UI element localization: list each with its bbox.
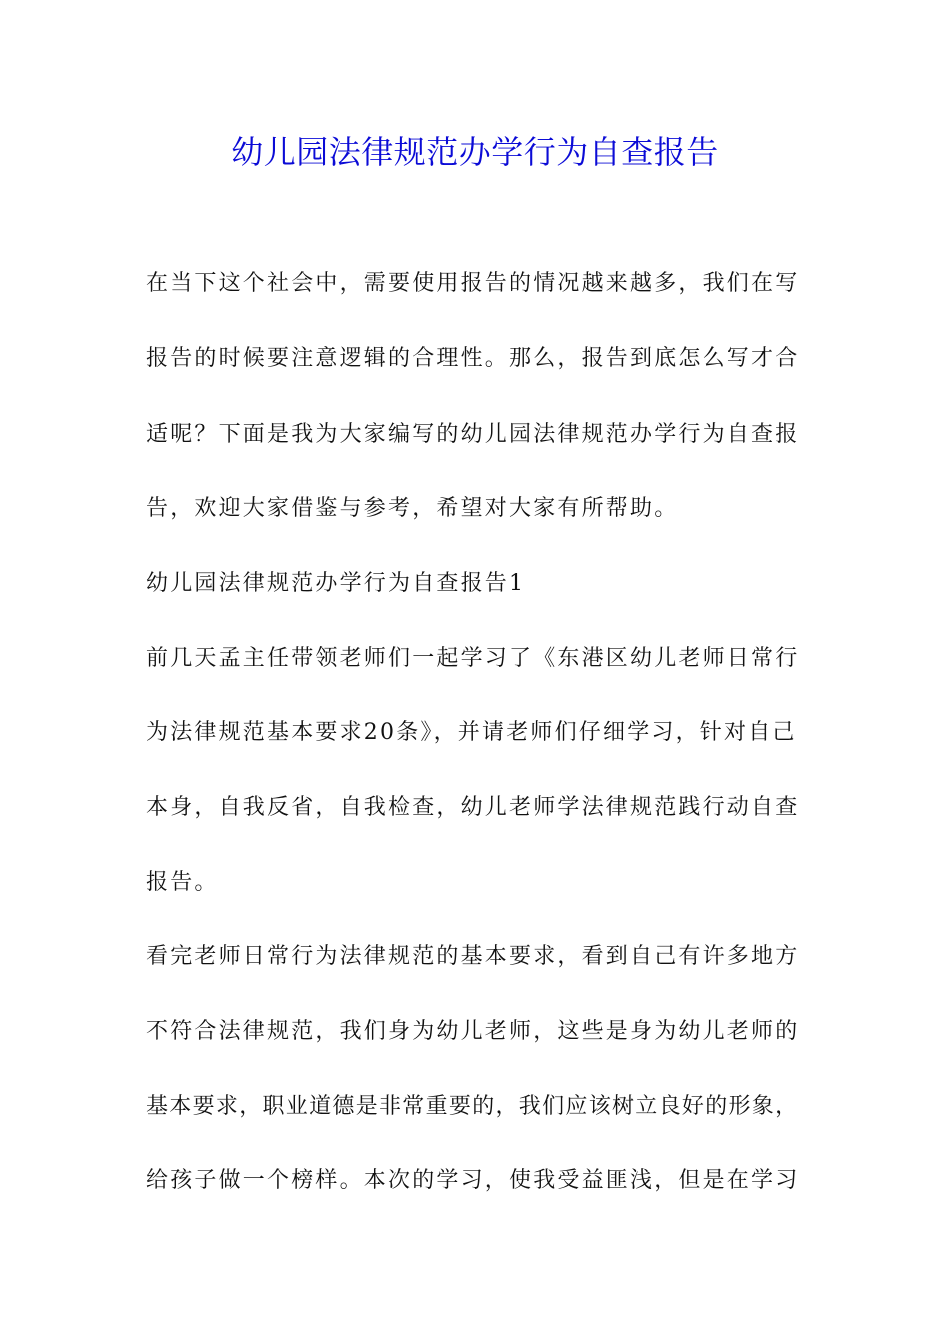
paragraph-line: 告，欢迎大家借鉴与参考，希望对大家有所帮助。 <box>146 496 679 521</box>
document-title: 幼儿园法律规范办学行为自查报告 <box>231 133 719 171</box>
paragraph-line: 基本要求，职业道德是非常重要的，我们应该树立良好的形象， <box>146 1094 799 1119</box>
paragraph-line: 前几天孟主任带领老师们一起学习了《东港区幼儿老师日常行 <box>146 646 800 671</box>
section-heading: 幼儿园法律规范办学行为自查报告1 <box>146 571 526 596</box>
paragraph-line: 给孩子做一个榜样。本次的学习，使我受益匪浅，但是在学习 <box>146 1168 800 1193</box>
paragraph-line: 适呢？下面是我为大家编写的幼儿园法律规范办学行为自查报 <box>146 422 800 447</box>
paragraph-line: 为法律规范基本要求20条》，并请老师们仔细学习，针对自己 <box>146 720 797 745</box>
paragraph-line: 看完老师日常行为法律规范的基本要求，看到自己有许多地方 <box>146 944 800 969</box>
paragraph-line: 报告。 <box>146 870 219 895</box>
paragraph-line: 报告的时候要注意逻辑的合理性。那么，报告到底怎么写才合 <box>146 346 800 371</box>
paragraph-line: 不符合法律规范，我们身为幼儿老师，这些是身为幼儿老师的 <box>146 1019 800 1044</box>
paragraph-line: 本身，自我反省，自我检查，幼儿老师学法律规范践行动自查 <box>146 795 800 820</box>
paragraph-line: 在当下这个社会中，需要使用报告的情况越来越多，我们在写 <box>146 271 800 296</box>
